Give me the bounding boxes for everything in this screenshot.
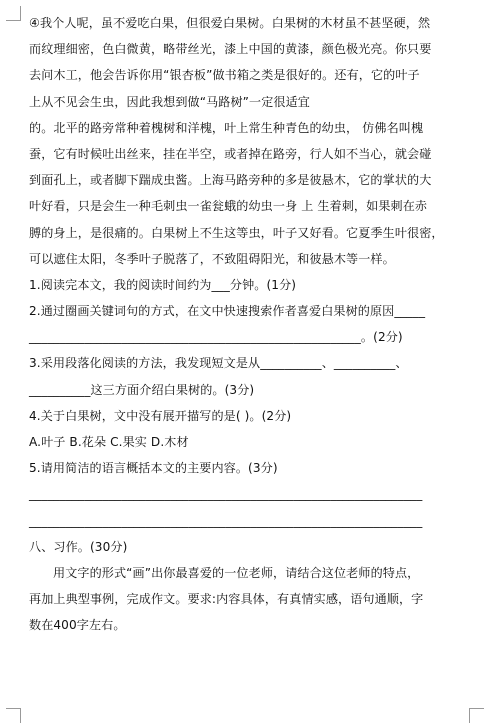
passage-line: 上从不见会生虫，因此我想到做“马路树”一定很适宜 [29, 94, 310, 109]
question-5-answer-line: ________________________________________________________________ [29, 513, 423, 528]
question-2-answer-line: ______________________________________________________。(2分) [29, 330, 403, 345]
question-3: 3.采用段落化阅读的方法，我发现短文是从__________、__________、 [29, 356, 408, 371]
passage-line: 蚕，它有时候吐出丝来，挂在半空，或者掉在路旁，行人如不当心，就会碰 [29, 146, 432, 161]
passage-line: 叶好看，只是会生一种毛刺虫一雀瓮蛾的幼虫一身 上 生着刺，如果刺在赤 [29, 199, 428, 214]
passage-line: 的。北平的路旁常种着槐树和洋槐，叶上常生种青色的幼虫， 仿佛名叫槐 [29, 120, 424, 135]
section-heading: 八、习作。(30分) [29, 539, 128, 554]
passage-line: 去问木工，他会告诉你用“银杏板”做书箱之类是很好的。还有，它的叶子 [29, 68, 420, 83]
question-4: 4.关于白果树，文中没有展开描写的是( )。(2分) [29, 408, 292, 423]
passage-line: 而纹理细密，色白微黄，略带丝光，漆上中国的黄漆，颜色极光亮。你只要 [29, 42, 432, 57]
question-4-options: A.叶子 B.花朵 C.果实 D.木材 [29, 435, 189, 449]
document-page [29, 10, 459, 639]
writing-prompt-line: 数在400字左右。 [29, 618, 126, 633]
question-1: 1.阅读完本文，我的阅读时间约为___分钟。(1分) [29, 277, 297, 292]
question-2: 2.通过圈画关键词句的方式，在文中快速搜索作者喜爱白果树的原因_____ [29, 304, 426, 319]
crop-mark-bottom-left [6, 708, 21, 723]
passage-line: 可以遮住太阳，冬季叶子脱落了，不致阻碍阳光，和彼悬木等一样。 [29, 251, 395, 266]
passage-line: 到面孔上，或者脚下踹成虫酱。上海马路旁种的多是彼悬木，它的掌状的大 [29, 173, 432, 188]
crop-mark-top-left [6, 6, 21, 21]
passage-line: 膊的身上，是很痛的。白果树上不生这等虫，叶子又好看。它夏季生叶很密， [29, 225, 444, 240]
question-5: 5.请用简洁的语言概括本文的主要内容。(3分) [29, 461, 278, 476]
question-3-continued: __________这三方面介绍白果树的。(3分) [29, 382, 255, 397]
writing-prompt-line: 用文字的形式“画”出你最喜爱的一位老师，请结合这位老师的特点， [53, 565, 420, 580]
question-5-answer-line: ________________________________________________________________ [29, 487, 423, 502]
question-list [29, 272, 459, 534]
writing-prompt-line: 再加上典型事例，完成作文。要求:内容具体，有真情实感，语句通顺，字 [29, 592, 424, 607]
passage-paragraph [29, 10, 459, 272]
writing-prompt [29, 560, 459, 639]
crop-mark-bottom-right [469, 708, 484, 723]
passage-line: ④我个人呢，虽不爱吃白果，但很爱白果树。白果树的木材虽不甚坚硬，然 [29, 16, 431, 30]
